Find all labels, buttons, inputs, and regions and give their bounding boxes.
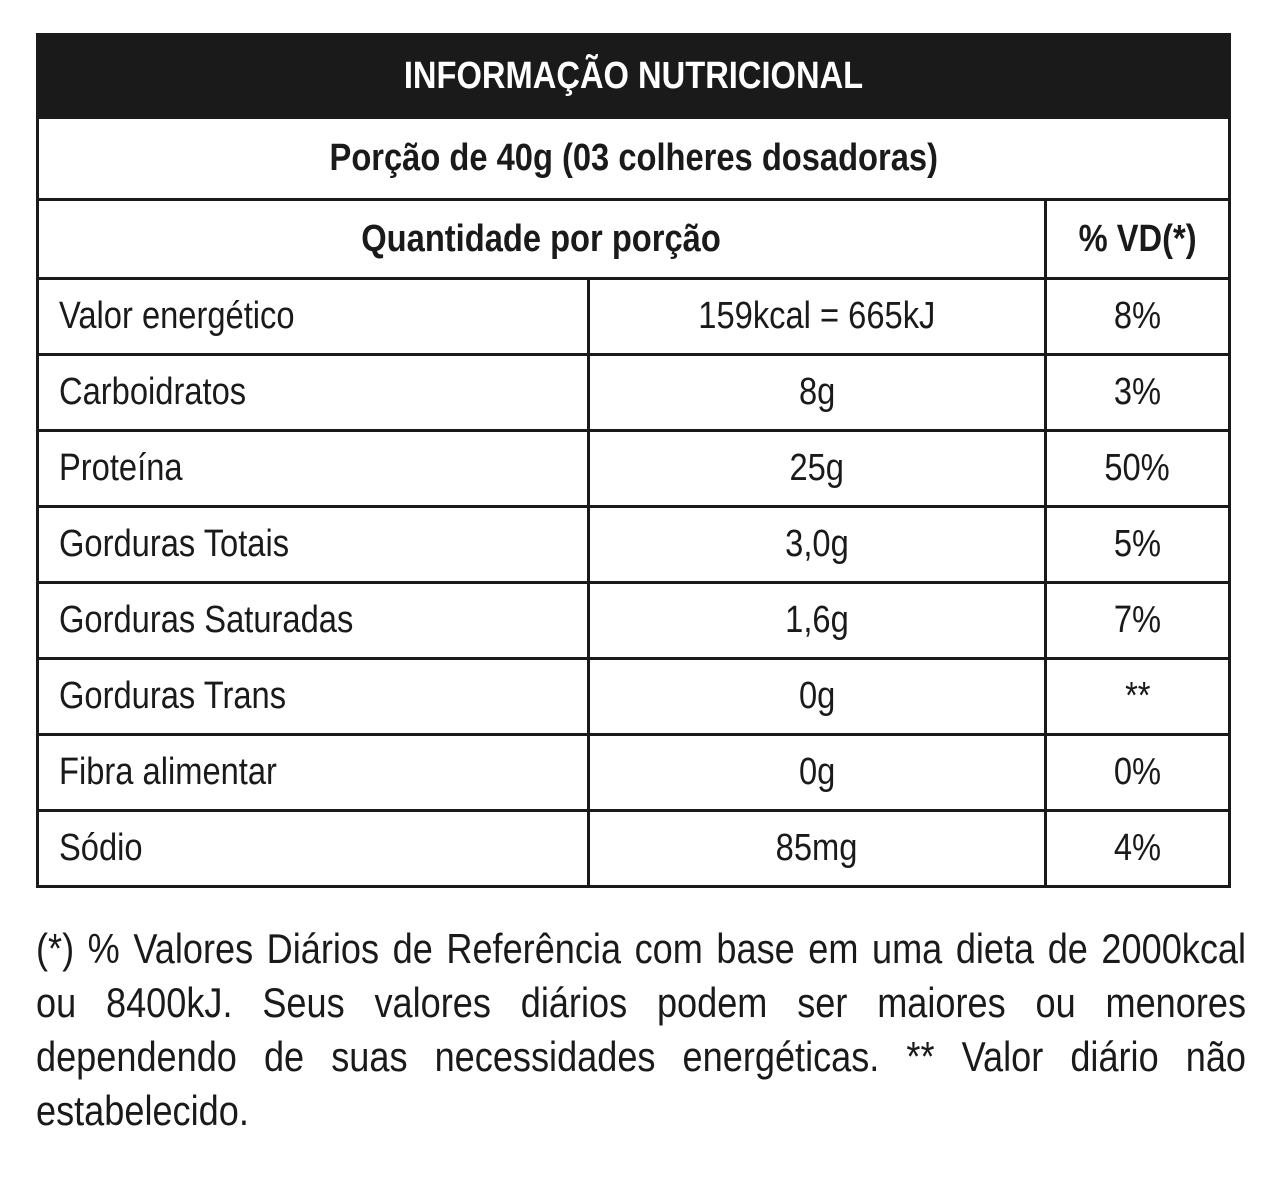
nutrient-vd: 7% xyxy=(1113,599,1162,641)
quantity-header xyxy=(39,201,1047,277)
title-bar xyxy=(39,33,1228,119)
nutrient-name: Carboidratos xyxy=(39,356,590,429)
vd-header xyxy=(1047,201,1228,277)
vd-header-text: % VD(*) xyxy=(1078,217,1197,260)
nutrient-amount: 0g xyxy=(590,736,1047,809)
nutrient-vd: 5% xyxy=(1113,523,1162,565)
table-row xyxy=(39,353,1228,429)
nutrient-name: Valor energético xyxy=(39,280,590,353)
table-row xyxy=(39,657,1228,733)
nutrient-amount: 1,6g xyxy=(590,584,1047,657)
table-title: INFORMAÇÃO NUTRICIONAL xyxy=(122,33,1145,119)
nutrient-amount: 25g xyxy=(590,432,1047,505)
nutrient-vd: 50% xyxy=(1104,447,1171,489)
nutrient-vd: 4% xyxy=(1113,827,1162,869)
nutrient-name: Fibra alimentar xyxy=(39,736,590,809)
table-row xyxy=(39,505,1228,581)
nutrient-name: Proteína xyxy=(39,432,590,505)
nutrient-name: Sódio xyxy=(39,812,590,885)
quantity-header-text: Quantidade por porção xyxy=(361,217,722,260)
table-row xyxy=(39,809,1228,885)
table-row xyxy=(39,277,1228,353)
table-row xyxy=(39,429,1228,505)
portion-size xyxy=(39,119,1228,198)
nutrition-facts-table xyxy=(36,33,1231,888)
nutrient-amount: 85mg xyxy=(590,812,1047,885)
nutrient-vd: ** xyxy=(1124,675,1151,717)
nutrient-amount: 0g xyxy=(590,660,1047,733)
nutrient-name: Gorduras Totais xyxy=(39,508,590,581)
nutrient-vd: 0% xyxy=(1113,751,1162,793)
nutrient-amount: 159kcal = 665kJ xyxy=(590,280,1047,353)
column-header-row xyxy=(39,198,1228,277)
nutrient-name: Gorduras Trans xyxy=(39,660,590,733)
table-row xyxy=(39,581,1228,657)
nutrient-vd: 8% xyxy=(1113,295,1162,337)
nutrient-amount: 8g xyxy=(590,356,1047,429)
table-row xyxy=(39,733,1228,809)
portion-size-text: Porção de 40g (03 colheres dosadoras) xyxy=(329,137,938,179)
nutrient-vd: 3% xyxy=(1113,371,1162,413)
footnote: (*) % Valores Diários de Referência com base em uma dieta de 2000kcal ou 8400kJ. Seus valores diários podem ser maiores ou menores dependendo de suas necessidades energéticas. ** Valor diário não estabelecido. xyxy=(36,925,1247,1134)
nutrient-amount: 3,0g xyxy=(590,508,1047,581)
nutrient-name: Gorduras Saturadas xyxy=(39,584,590,657)
